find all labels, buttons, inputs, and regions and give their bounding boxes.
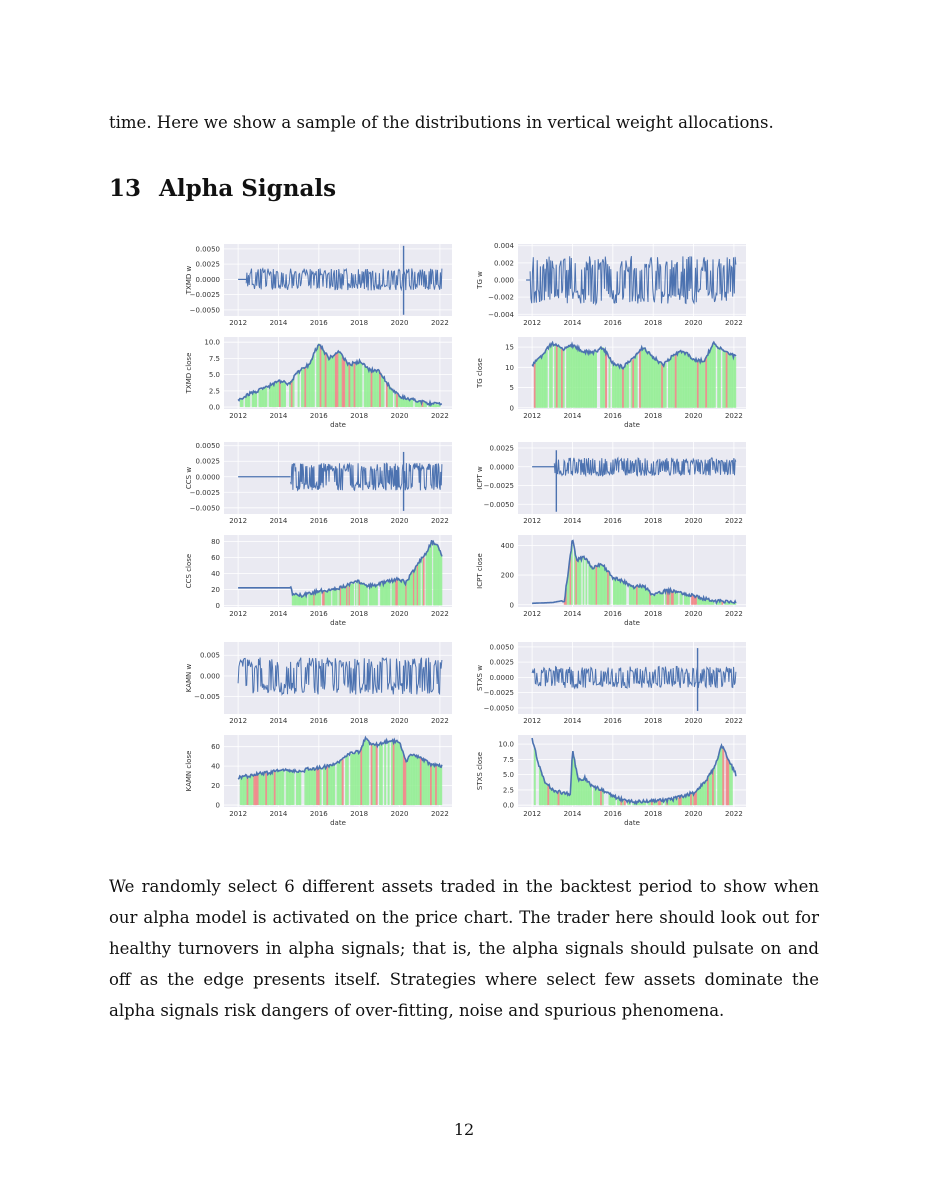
x-tick-label: 2022 [430,610,449,618]
x-tick-label: 2016 [603,517,622,525]
signal-bar [381,744,383,805]
x-tick-label: 2020 [390,717,409,725]
signal-bar [580,559,582,605]
signal-bar [320,768,322,805]
y-tick-label: 0.0000 [195,473,220,482]
x-tick-label: 2018 [644,610,663,618]
signal-bar [347,755,349,805]
signal-bar [624,801,626,806]
signal-bar [605,352,607,408]
signal-bar [243,777,245,805]
x-tick-label: 2016 [309,412,328,420]
y-tick-label: −0.0050 [483,704,514,713]
y-tick-label: −0.0025 [189,291,220,300]
y-tick-label: 0 [215,601,220,610]
x-tick-label: 2014 [563,810,582,818]
y-tick-label: 10.0 [204,338,220,347]
x-tick-label: 2022 [724,717,743,725]
signal-bar [652,595,654,604]
signal-bar [625,582,627,604]
y-tick-label: 0.0050 [195,442,220,451]
x-axis-label: date [624,619,640,627]
y-tick-label: 80 [211,537,220,546]
y-tick-label: 0.0025 [489,658,514,667]
y-tick-label: −0.004 [488,310,514,319]
x-tick-label: 2016 [603,412,622,420]
signal-bar [658,594,660,605]
signal-bar [623,582,625,605]
y-tick-label: 2.5 [502,786,514,795]
x-tick-label: 2018 [350,319,369,327]
x-tick-label: 2014 [269,412,288,420]
x-tick-label: 2018 [644,810,663,818]
x-tick-label: 2016 [309,319,328,327]
chart-icpt-close [476,535,746,627]
y-tick-label: 10.0 [498,740,514,749]
signal-bar [411,400,413,407]
y-axis-label: ICPT close [476,553,484,589]
signal-bar [330,590,332,606]
signal-bar [333,764,335,805]
signal-bar [627,363,629,408]
chart-tg-close [476,337,746,429]
x-tick-label: 2022 [724,810,743,818]
signal-bar [636,586,638,604]
x-tick-label: 2022 [430,319,449,327]
x-tick-label: 2018 [350,610,369,618]
x-axis-label: date [330,619,346,627]
y-axis-label: CCS close [185,553,193,589]
x-tick-label: 2018 [644,319,663,327]
x-tick-label: 2020 [390,517,409,525]
signal-bar [591,567,593,605]
y-tick-label: 0.0050 [195,245,220,254]
signal-bar [355,583,357,606]
y-tick-label: 0.0025 [195,457,220,466]
y-tick-label: 0 [509,404,514,413]
y-tick-label: 10 [505,363,514,372]
x-tick-label: 2012 [523,810,542,818]
signal-bar [245,776,247,805]
x-tick-label: 2014 [563,610,582,618]
y-tick-label: 0.0000 [195,275,220,284]
x-tick-label: 2022 [724,319,743,327]
signal-bar [604,568,606,605]
x-tick-label: 2012 [229,412,248,420]
y-tick-label: 5.0 [502,771,514,780]
chart-icpt-weight [476,442,746,525]
x-tick-label: 2012 [229,517,248,525]
chart-tg-weight [476,242,746,327]
signal-bar [423,556,425,605]
signal-bar [551,344,553,408]
x-tick-label: 2020 [390,610,409,618]
y-tick-label: 400 [500,541,514,550]
signal-bar [639,586,641,605]
signal-bar [617,580,619,605]
signal-bar [714,344,716,408]
signal-bar [253,775,255,805]
x-tick-label: 2020 [390,810,409,818]
x-tick-label: 2012 [229,610,248,618]
signal-bar [633,587,635,605]
signal-bar [731,766,733,805]
signal-bar [352,583,354,605]
x-tick-label: 2020 [390,319,409,327]
y-tick-label: 0.005 [199,651,220,660]
intro-paragraph: time. Here we show a sample of the distributions in vertical weight allocations. [109,113,774,132]
signal-bar [293,771,295,805]
signal-bar [376,745,378,805]
signal-bar [320,591,322,606]
x-tick-label: 2016 [603,319,622,327]
signal-bar [595,351,597,408]
y-tick-label: −0.0050 [189,504,220,513]
signal-bar [342,759,344,805]
x-tick-label: 2016 [603,810,622,818]
signal-bar [252,775,254,805]
y-tick-label: 0.0000 [489,673,514,682]
x-tick-label: 2020 [390,412,409,420]
page-number: 12 [453,1120,475,1139]
x-tick-label: 2012 [523,319,542,327]
y-tick-label: 7.5 [208,354,220,363]
x-tick-label: 2020 [684,412,703,420]
x-tick-label: 2022 [724,517,743,525]
x-tick-label: 2018 [644,517,663,525]
signal-bar [431,543,433,606]
y-tick-label: 0.0050 [489,643,514,652]
signal-bar [629,585,631,605]
signal-bar [389,581,391,605]
y-tick-label: 0.0025 [195,260,220,269]
signal-bar [609,358,611,408]
body-paragraph: We randomly select 6 different assets traded in the backtest period to show when our alpha model is activated on the price chart. The trader here should look out for healthy turnovers in alpha signals; that is, the alpha signals should pulsate on and off as the edge presents itself. Strategies where select few assets dominate the alpha signals risk dangers of over-fitting, noise and spurious phenomena. [109,877,819,1020]
chart-stxs-weight [476,642,746,725]
signal-bar [367,742,369,806]
signal-bar [265,387,267,407]
y-tick-label: 2.5 [208,387,220,396]
signal-bar [599,566,601,605]
signal-bar [366,585,368,605]
x-tick-label: 2014 [269,517,288,525]
signal-bar [714,766,716,805]
x-tick-label: 2014 [563,319,582,327]
x-axis-label: date [624,819,640,827]
y-tick-label: 40 [211,762,220,771]
x-tick-label: 2020 [684,717,703,725]
signal-bar [590,785,592,806]
section-heading [109,175,336,202]
x-tick-label: 2018 [350,810,369,818]
signal-bar [614,579,616,605]
signal-bar [636,355,638,408]
chart-kamn-close [185,735,452,827]
y-tick-label: 5.0 [208,371,220,380]
signal-bar [648,591,650,605]
section-title: Alpha Signals [159,175,337,202]
x-tick-label: 2014 [269,810,288,818]
signal-bar [680,593,682,605]
y-axis-label: STXS close [476,751,484,791]
chart-ccs-weight [185,442,452,525]
y-tick-label: −0.0025 [189,488,220,497]
x-tick-label: 2016 [309,610,328,618]
y-tick-label: 7.5 [502,755,514,764]
signal-bar [313,354,315,407]
y-tick-label: 40 [211,569,220,578]
signal-bar [388,741,390,805]
signal-bar [681,594,683,605]
chart-ccs-close [185,535,452,627]
signal-bar [336,588,338,605]
signal-bar [607,572,609,605]
y-axis-label: KAMN w [185,663,193,693]
y-axis-label: STXS w [476,665,484,691]
x-tick-label: 2014 [563,517,582,525]
x-tick-label: 2022 [430,717,449,725]
y-axis-label: TXMD w [185,265,193,295]
x-tick-label: 2014 [269,717,288,725]
signal-bar [383,377,385,407]
signal-bar [665,363,667,408]
x-tick-label: 2012 [229,717,248,725]
signal-bar [655,595,657,605]
signal-bar [441,554,443,605]
signal-bar [534,748,536,805]
x-tick-label: 2012 [523,717,542,725]
y-tick-label: −0.0025 [483,482,514,490]
y-tick-label: 5 [509,384,514,393]
signal-bar [601,565,603,605]
plot-background [518,442,746,514]
y-tick-label: −0.0050 [189,306,220,315]
chart-txmd-weight [185,244,452,327]
plot-background [224,442,452,514]
x-tick-label: 2018 [350,717,369,725]
x-tick-label: 2012 [523,610,542,618]
y-tick-label: 0.0 [208,403,220,412]
signal-bar [293,378,295,407]
x-tick-label: 2020 [684,319,703,327]
y-axis-label: ICPT w [476,466,484,490]
y-tick-label: 0.0025 [489,444,514,453]
signal-bar [298,372,300,407]
signal-bar [384,743,386,806]
y-tick-label: 0.000 [199,672,220,681]
signal-bar [284,383,286,407]
y-tick-label: 20 [211,782,220,791]
signal-bar [734,357,736,408]
chart-stxs-close [476,735,746,827]
y-tick-label: −0.005 [194,693,220,702]
x-tick-label: 2012 [523,412,542,420]
section-number: 13 [109,175,142,202]
y-tick-label: 15 [505,343,514,352]
x-tick-label: 2014 [563,717,582,725]
x-tick-label: 2012 [523,517,542,525]
signal-bar [588,563,590,605]
signal-bar [419,561,421,605]
x-tick-label: 2022 [724,610,743,618]
signal-bar [546,350,548,408]
x-axis-label: date [330,421,346,429]
x-tick-label: 2016 [309,810,328,818]
y-axis-label: CCS w [185,466,193,490]
y-tick-label: 0.004 [493,242,514,251]
y-tick-label: −0.0025 [483,689,514,698]
alpha-signals-figure [174,236,764,840]
y-tick-label: −0.0050 [483,500,514,509]
signal-bar [596,567,598,605]
y-tick-label: 0.002 [493,259,514,268]
x-tick-label: 2020 [684,610,703,618]
y-tick-label: 20 [211,585,220,594]
x-tick-label: 2016 [309,517,328,525]
x-tick-label: 2022 [430,517,449,525]
signal-bar [677,592,679,605]
y-tick-label: 60 [211,553,220,562]
chart-kamn-weight [185,642,452,725]
x-tick-label: 2018 [350,412,369,420]
y-axis-label: TG close [476,358,484,388]
y-tick-label: 0.0 [502,801,514,810]
x-tick-label: 2022 [430,810,449,818]
x-tick-label: 2018 [350,517,369,525]
x-tick-label: 2022 [724,412,743,420]
signal-bar [719,348,721,408]
y-tick-label: 200 [500,571,514,580]
y-axis-label: KAMN close [185,750,193,792]
signal-bar [583,558,585,605]
y-tick-label: 60 [211,743,220,752]
x-tick-label: 2016 [603,717,622,725]
x-tick-label: 2014 [269,610,288,618]
x-tick-label: 2012 [229,810,248,818]
y-tick-label: 0.000 [493,276,514,285]
signal-bar [563,349,565,408]
signal-bar [282,771,284,806]
x-tick-label: 2020 [684,810,703,818]
signal-bar [299,772,301,806]
signal-bar [609,574,611,605]
y-tick-label: −0.002 [488,293,514,302]
x-axis-label: date [330,819,346,827]
signal-bar [440,766,442,805]
x-tick-label: 2020 [684,517,703,525]
signal-bar [253,392,255,407]
x-tick-label: 2016 [309,717,328,725]
x-tick-label: 2018 [644,412,663,420]
signal-bar [586,559,588,604]
signal-bar [360,363,362,407]
signal-bar [722,748,724,805]
x-tick-label: 2014 [563,412,582,420]
signal-bar [620,580,622,604]
y-tick-label: 0.0000 [489,463,514,472]
x-tick-label: 2016 [603,610,622,618]
signal-bar [376,584,378,605]
y-axis-label: TXMD close [185,352,193,394]
x-tick-label: 2018 [644,717,663,725]
x-axis-label: date [624,421,640,429]
signal-bar [693,596,695,605]
x-tick-label: 2014 [269,319,288,327]
y-tick-label: 0 [215,801,220,810]
signal-bar [577,560,579,605]
y-tick-label: 0 [509,601,514,610]
y-axis-label: TG w [476,271,484,289]
x-tick-label: 2022 [430,412,449,420]
x-tick-label: 2012 [229,319,248,327]
chart-txmd-close [185,337,452,429]
